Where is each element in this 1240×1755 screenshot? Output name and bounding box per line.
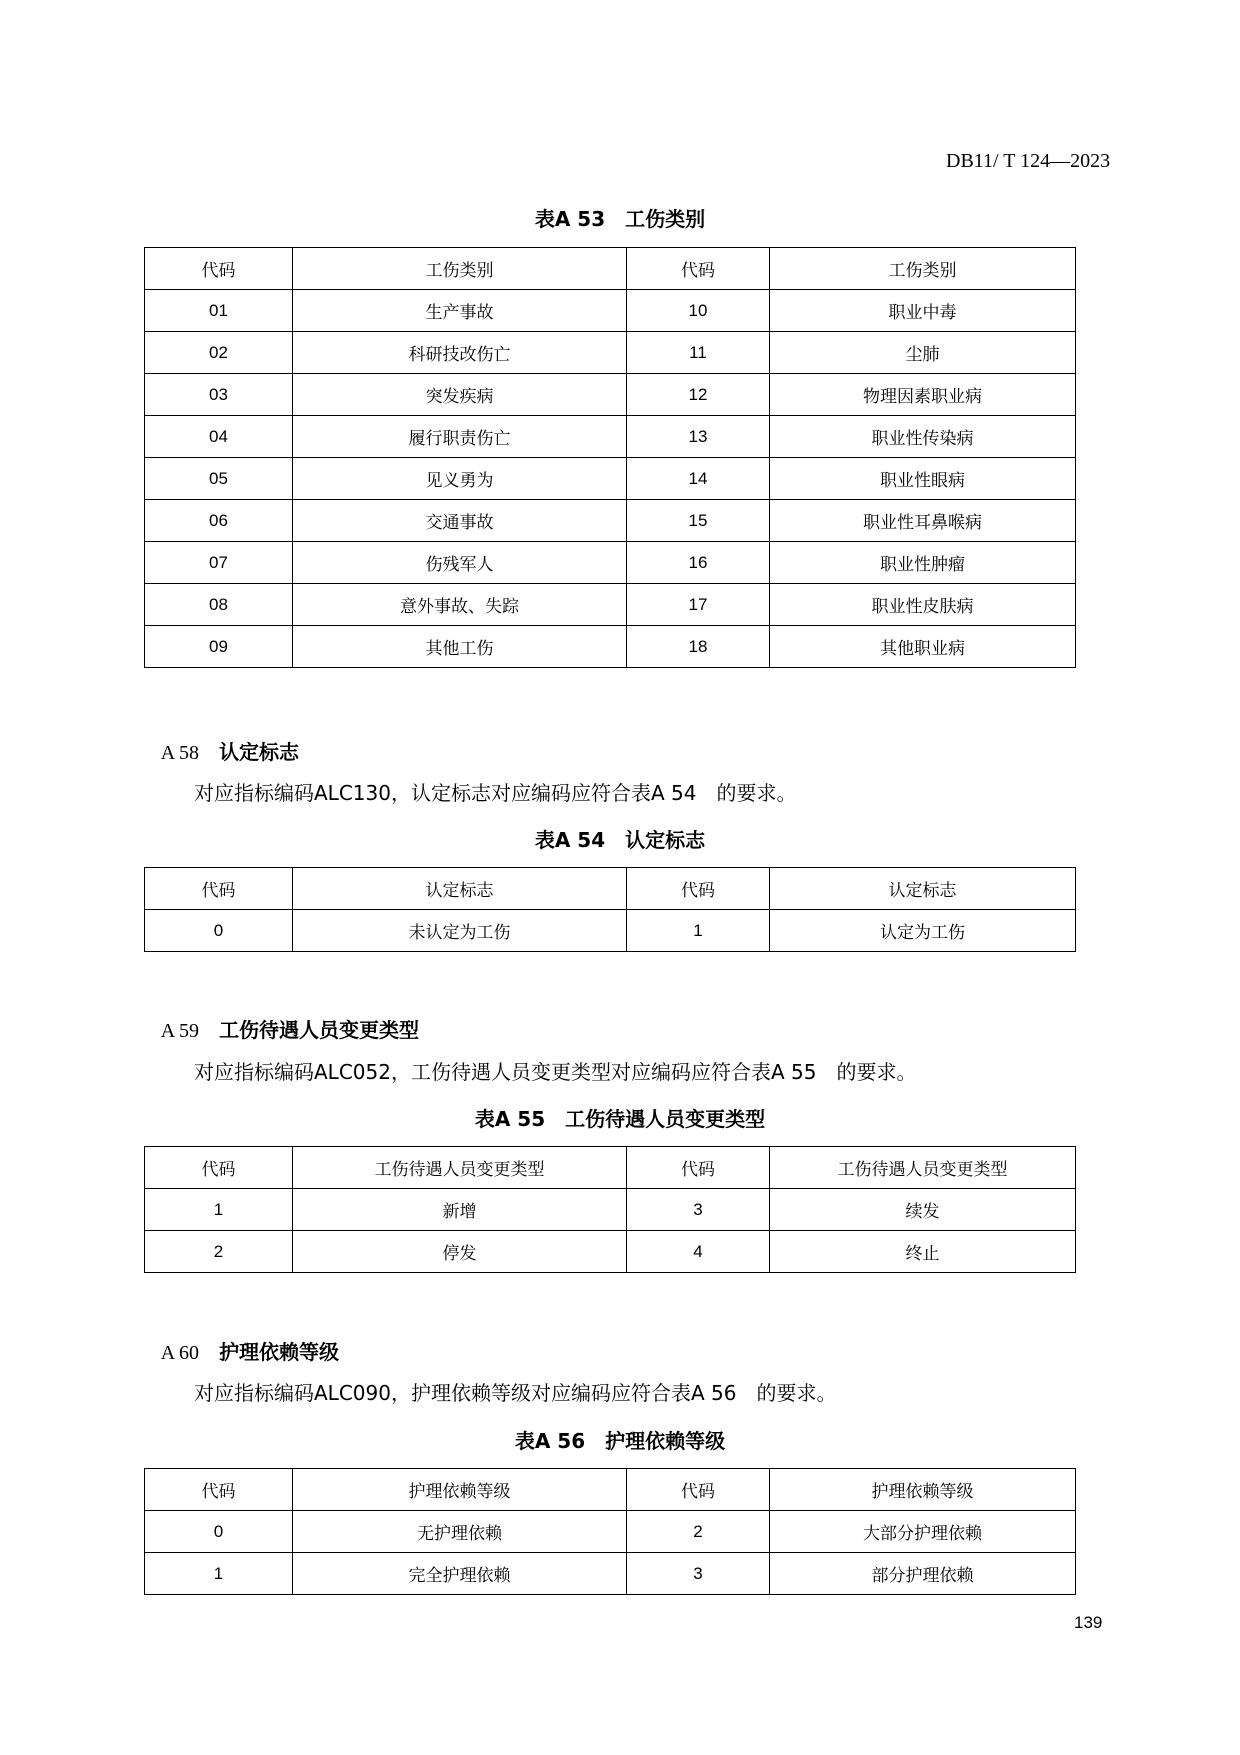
column-header: 代码 xyxy=(145,1469,293,1511)
label-cell: 突发疾病 xyxy=(293,374,627,416)
code-cell: 1 xyxy=(145,1553,293,1595)
code-cell: 06 xyxy=(145,500,293,542)
code-cell: 2 xyxy=(627,1511,770,1553)
label-cell: 无护理依赖 xyxy=(293,1511,627,1553)
label-cell: 职业性眼病 xyxy=(770,458,1076,500)
label-cell: 终止 xyxy=(770,1231,1076,1273)
code-cell: 0 xyxy=(145,910,293,952)
label-cell: 职业性耳鼻喉病 xyxy=(770,500,1076,542)
label-cell: 职业性皮肤病 xyxy=(770,584,1076,626)
table-caption-a53: 表A 53 工伤类别 xyxy=(534,207,706,231)
column-header: 工伤类别 xyxy=(293,248,627,290)
column-header: 护理依赖等级 xyxy=(293,1469,627,1511)
section-paragraph-a59: 对应指标编码ALC052，工伤待遇人员变更类型对应编码应符合表A 55 的要求。 xyxy=(194,1060,917,1084)
column-header: 工伤待遇人员变更类型 xyxy=(770,1147,1076,1189)
table-row xyxy=(145,458,1076,500)
table-row xyxy=(145,374,1076,416)
code-cell: 1 xyxy=(145,1189,293,1231)
label-cell: 科研技改伤亡 xyxy=(293,332,627,374)
code-cell: 2 xyxy=(145,1231,293,1273)
table-header-row xyxy=(145,1147,1076,1189)
table-a56 xyxy=(144,1468,1076,1595)
code-cell: 09 xyxy=(145,626,293,668)
section-title: 护理依赖等级 xyxy=(219,1340,340,1364)
code-cell: 15 xyxy=(627,500,770,542)
code-cell: 11 xyxy=(627,332,770,374)
table-row xyxy=(145,626,1076,668)
column-header: 代码 xyxy=(145,1147,293,1189)
label-cell: 职业性肿瘤 xyxy=(770,542,1076,584)
section-paragraph-a60: 对应指标编码ALC090，护理依赖等级对应编码应符合表A 56 的要求。 xyxy=(194,1381,837,1405)
section-number: A 60 xyxy=(160,1342,200,1364)
code-cell: 3 xyxy=(627,1189,770,1231)
label-cell: 完全护理依赖 xyxy=(293,1553,627,1595)
label-cell: 新增 xyxy=(293,1189,627,1231)
label-cell: 停发 xyxy=(293,1231,627,1273)
code-cell: 01 xyxy=(145,290,293,332)
code-cell: 02 xyxy=(145,332,293,374)
code-cell: 16 xyxy=(627,542,770,584)
table-caption-a56: 表A 56 护理依赖等级 xyxy=(514,1429,726,1453)
column-header: 认定标志 xyxy=(770,868,1076,910)
table-header-row xyxy=(145,1469,1076,1511)
column-header: 代码 xyxy=(627,1147,770,1189)
code-cell: 17 xyxy=(627,584,770,626)
table-row xyxy=(145,1189,1076,1231)
column-header: 代码 xyxy=(627,868,770,910)
table-a53 xyxy=(144,247,1076,668)
code-cell: 0 xyxy=(145,1511,293,1553)
code-cell: 1 xyxy=(627,910,770,952)
label-cell: 职业性传染病 xyxy=(770,416,1076,458)
label-cell: 其他工伤 xyxy=(293,626,627,668)
table-row xyxy=(145,1511,1076,1553)
code-cell: 4 xyxy=(627,1231,770,1273)
table-row xyxy=(145,416,1076,458)
label-cell: 见义勇为 xyxy=(293,458,627,500)
code-cell: 12 xyxy=(627,374,770,416)
table-row xyxy=(145,1231,1076,1273)
section-title: 工伤待遇人员变更类型 xyxy=(219,1018,420,1042)
label-cell: 尘肺 xyxy=(770,332,1076,374)
code-cell: 03 xyxy=(145,374,293,416)
code-cell: 18 xyxy=(627,626,770,668)
label-cell: 伤残军人 xyxy=(293,542,627,584)
label-cell: 履行职责伤亡 xyxy=(293,416,627,458)
label-cell: 生产事故 xyxy=(293,290,627,332)
code-cell: 05 xyxy=(145,458,293,500)
table-header-row xyxy=(145,868,1076,910)
table-row xyxy=(145,500,1076,542)
table-row xyxy=(145,290,1076,332)
label-cell: 续发 xyxy=(770,1189,1076,1231)
label-cell: 职业中毒 xyxy=(770,290,1076,332)
label-cell: 认定为工伤 xyxy=(770,910,1076,952)
code-cell: 07 xyxy=(145,542,293,584)
label-cell: 交通事故 xyxy=(293,500,627,542)
code-cell: 04 xyxy=(145,416,293,458)
column-header: 工伤待遇人员变更类型 xyxy=(293,1147,627,1189)
label-cell: 未认定为工伤 xyxy=(293,910,627,952)
column-header: 工伤类别 xyxy=(770,248,1076,290)
code-cell: 3 xyxy=(627,1553,770,1595)
page-number: 139 xyxy=(1074,1613,1103,1632)
section-paragraph-a58: 对应指标编码ALC130，认定标志对应编码应符合表A 54 的要求。 xyxy=(194,781,797,805)
section-heading-a60 xyxy=(148,1312,339,1365)
label-cell: 其他职业病 xyxy=(770,626,1076,668)
column-header: 代码 xyxy=(627,1469,770,1511)
table-header-row xyxy=(145,248,1076,290)
table-row xyxy=(145,910,1076,952)
code-cell: 14 xyxy=(627,458,770,500)
section-title: 认定标志 xyxy=(219,740,300,764)
column-header: 代码 xyxy=(627,248,770,290)
section-number: A 59 xyxy=(160,1020,200,1042)
table-row xyxy=(145,332,1076,374)
table-caption-a55: 表A 55 工伤待遇人员变更类型 xyxy=(474,1107,766,1131)
label-cell: 意外事故、失踪 xyxy=(293,584,627,626)
section-heading-a59 xyxy=(148,990,419,1043)
table-row xyxy=(145,1553,1076,1595)
table-row xyxy=(145,584,1076,626)
table-caption-a54: 表A 54 认定标志 xyxy=(534,828,706,852)
label-cell: 大部分护理依赖 xyxy=(770,1511,1076,1553)
column-header: 认定标志 xyxy=(293,868,627,910)
standard-number: DB11/ T 124—2023 xyxy=(946,150,1111,172)
column-header: 代码 xyxy=(145,868,293,910)
code-cell: 08 xyxy=(145,584,293,626)
table-row xyxy=(145,542,1076,584)
label-cell: 物理因素职业病 xyxy=(770,374,1076,416)
label-cell: 部分护理依赖 xyxy=(770,1553,1076,1595)
section-heading-a58 xyxy=(148,712,299,765)
column-header: 护理依赖等级 xyxy=(770,1469,1076,1511)
section-number: A 58 xyxy=(160,742,200,764)
code-cell: 10 xyxy=(627,290,770,332)
table-a54 xyxy=(144,867,1076,952)
column-header: 代码 xyxy=(145,248,293,290)
table-a55 xyxy=(144,1146,1076,1273)
code-cell: 13 xyxy=(627,416,770,458)
